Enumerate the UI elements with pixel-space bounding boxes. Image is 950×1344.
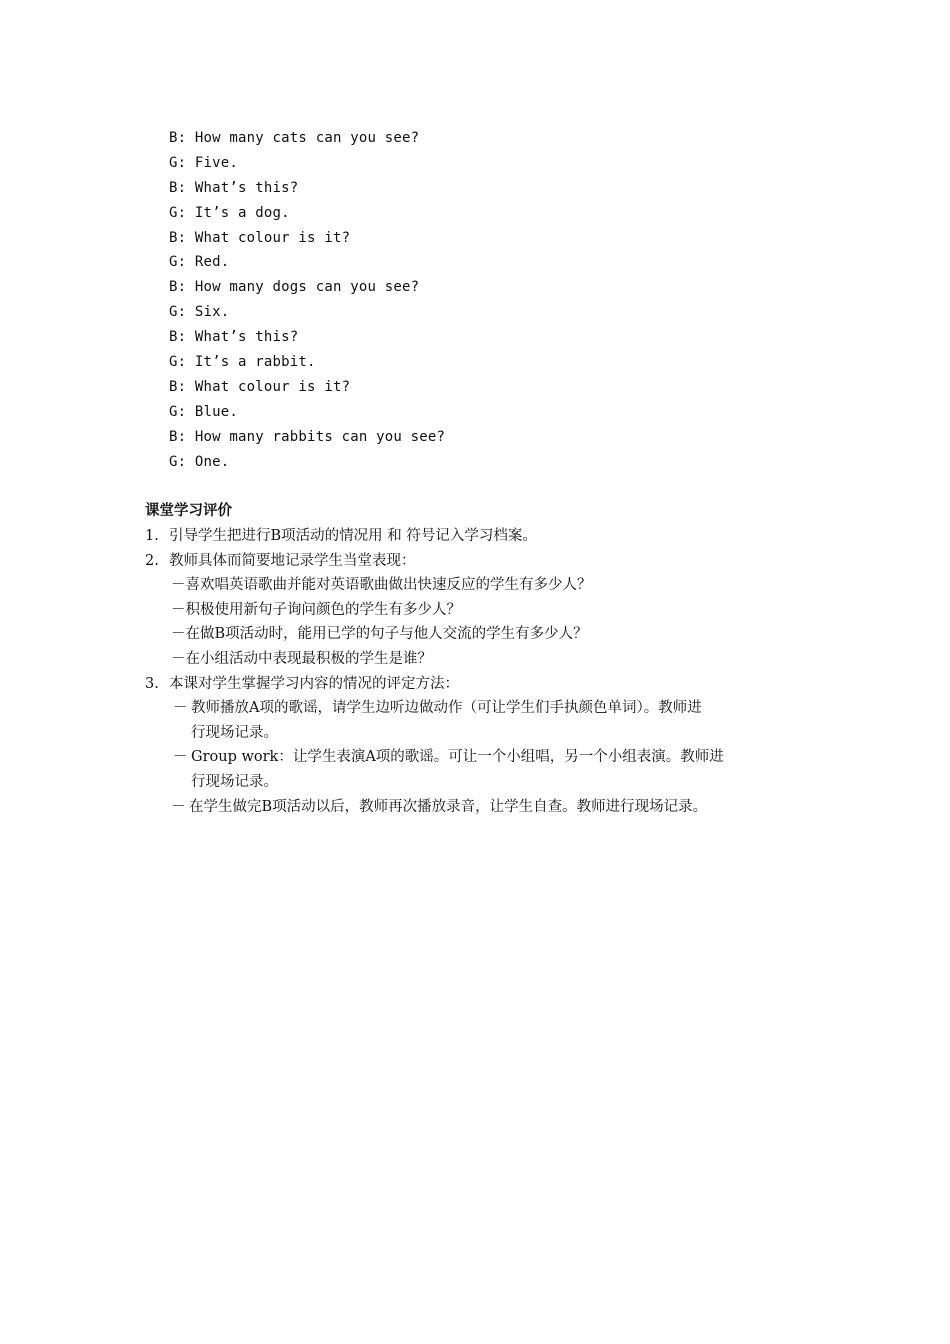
- method-text: 在学生做完B项活动以后，教师再次播放录音，让学生自查。教师进行现场记录。: [189, 798, 708, 815]
- dialogue-line: B: What colour is it?: [169, 229, 351, 246]
- method-text-continued: 行现场记录。: [191, 724, 278, 741]
- dialogue-line: G: Six.: [169, 304, 230, 321]
- item-text: 引导学生把进行B项活动的情况用 和 符号记入学习档案。: [169, 528, 537, 544]
- dash-marker: －: [173, 700, 188, 717]
- dash-marker: －: [171, 798, 186, 815]
- method-item: [145, 795, 825, 820]
- dialogue-line: B: What’s this?: [169, 329, 299, 346]
- method-item: [145, 696, 825, 745]
- sub-item: －积极使用新句子询问颜色的学生有多少人？: [171, 601, 461, 618]
- item-number: 1.: [145, 528, 159, 544]
- item-number: 3.: [145, 675, 159, 692]
- evaluation-section: [145, 499, 825, 819]
- sub-item: －在做B项活动时，能用已学的句子与他人交流的学生有多少人？: [171, 626, 588, 643]
- dialogue-line: G: Five.: [169, 154, 239, 171]
- method-text: 教师播放A项的歌谣，请学生边听边做动作（可让学生们手执颜色单词）。教师进: [191, 700, 702, 717]
- item-text: 本课对学生掌握学习内容的情况的评定方法：: [169, 675, 459, 692]
- section-title: 课堂学习评价: [145, 503, 232, 519]
- dialogue-line: G: It’s a rabbit.: [169, 354, 316, 371]
- dialogue-block: [169, 126, 809, 474]
- dialogue-line: B: How many dogs can you see?: [169, 279, 420, 296]
- evaluation-item-2: [145, 549, 825, 574]
- dialogue-line: G: One.: [169, 453, 230, 470]
- dialogue-line: B: What colour is it?: [169, 378, 351, 395]
- evaluation-item-3: [145, 672, 825, 697]
- dialogue-line: B: What’s this?: [169, 179, 299, 196]
- item-number: 2.: [145, 552, 159, 569]
- dialogue-line: G: Blue.: [169, 403, 239, 420]
- dialogue-line: B: How many cats can you see?: [169, 130, 420, 146]
- dialogue-line: G: It’s a dog.: [169, 204, 290, 221]
- method-item: [145, 745, 825, 794]
- dialogue-line: B: How many rabbits can you see?: [169, 428, 446, 445]
- sub-item: －在小组活动中表现最积极的学生是谁？: [171, 650, 432, 667]
- evaluation-item-1: [145, 524, 825, 549]
- method-text-continued: 行现场记录。: [191, 773, 278, 790]
- dialogue-line: G: Red.: [169, 254, 230, 271]
- sub-item: －喜欢唱英语歌曲并能对英语歌曲做出快速反应的学生有多少人？: [171, 577, 592, 594]
- item-text: 教师具体而简要地记录学生当堂表现：: [169, 552, 416, 569]
- dash-marker: －: [173, 749, 188, 766]
- method-text: Group work：让学生表演A项的歌谣。可让一个小组唱，另一个小组表演。教师进: [191, 749, 724, 766]
